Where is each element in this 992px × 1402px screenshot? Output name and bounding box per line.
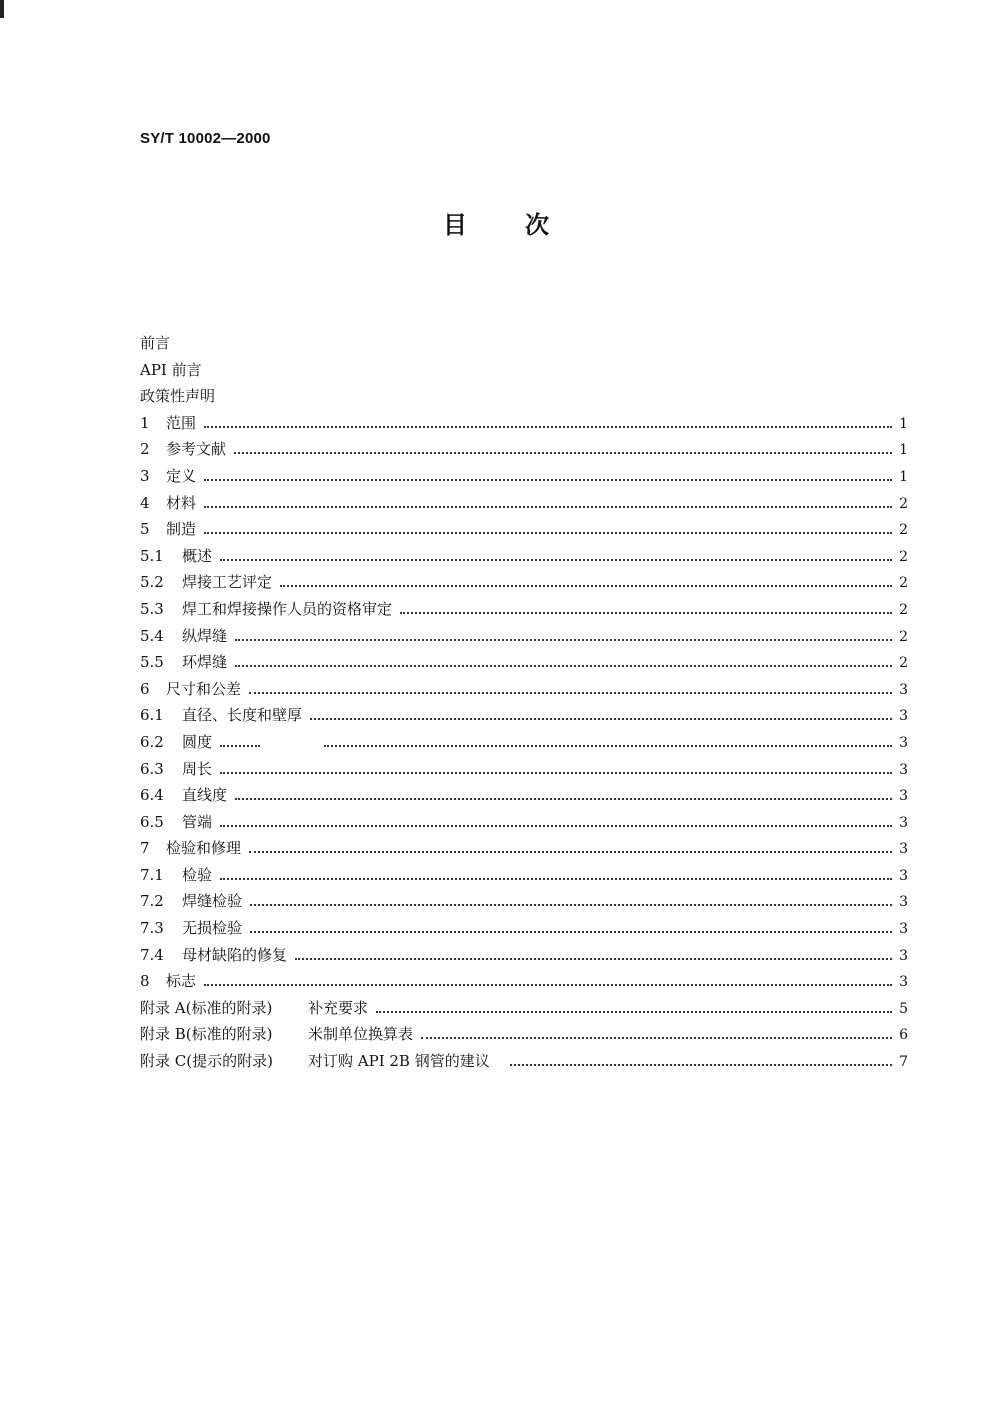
toc-entry[interactable]: [140, 756, 908, 783]
toc-entry[interactable]: [140, 835, 908, 862]
toc-entry-number: 6.5: [140, 812, 164, 831]
toc-entry[interactable]: [140, 649, 908, 676]
toc-entry-label: 尺寸和公差: [166, 679, 242, 698]
toc-entry[interactable]: [140, 490, 908, 517]
leader-dots: [204, 505, 892, 508]
leader-dots: [204, 531, 892, 534]
toc-entry-number: 附录 A(标准的附录): [140, 998, 273, 1017]
toc-entry-number: 2: [140, 440, 150, 459]
leader-dots: [220, 771, 892, 774]
toc-entry[interactable]: [140, 543, 908, 570]
toc-entry-label: 对订购 API 2B 钢管的建议: [308, 1052, 490, 1071]
toc-entry-label: 概述: [182, 546, 213, 565]
toc-entry[interactable]: [140, 888, 908, 915]
toc-entry[interactable]: [140, 702, 908, 729]
toc-entry-label: 制造: [166, 520, 197, 539]
document-code: SY/T 10002—2000: [140, 130, 271, 147]
toc-entry[interactable]: [140, 623, 908, 650]
toc-entry-label: 直线度: [182, 786, 228, 805]
leader-dots: [220, 558, 892, 561]
leader-dots: [220, 824, 892, 827]
toc-entry[interactable]: [140, 862, 908, 889]
toc-entry[interactable]: [140, 596, 908, 623]
toc-entry-number: 6.1: [140, 706, 164, 725]
toc-entry-label: 参考文献: [166, 440, 227, 459]
toc-entry-number: 7: [140, 839, 150, 858]
toc-entry-label: 焊接工艺评定: [182, 573, 273, 592]
leader-dots: [250, 930, 892, 933]
toc-entry[interactable]: [140, 968, 908, 995]
toc-entry-number: 8: [140, 972, 150, 991]
toc-entry-number: 7.3: [140, 919, 164, 938]
toc-front-item[interactable]: 前言: [140, 334, 171, 352]
leader-dots: [249, 850, 892, 853]
toc-entry-page: 7: [899, 1054, 908, 1071]
toc-appendix-entry[interactable]: [140, 995, 908, 1022]
toc-entry-number: 附录 B(标准的附录): [140, 1025, 273, 1044]
toc-entry-number: 3: [140, 466, 150, 485]
toc-entry-label: 圆度: [182, 732, 213, 751]
toc-title: [0, 205, 992, 240]
leader-dots: [204, 983, 892, 986]
toc-entry-number: 7.1: [140, 865, 164, 884]
toc-entry-number: 5.5: [140, 653, 164, 672]
toc-entry-label: 材料: [166, 493, 197, 512]
toc-entry[interactable]: [140, 436, 908, 463]
toc-entry-label: 焊工和焊接操作人员的资格审定: [182, 599, 393, 618]
toc-entry-label: 纵焊缝: [182, 626, 228, 645]
toc-entry-number: 5.1: [140, 546, 164, 565]
toc-entry-page: 3: [899, 681, 908, 698]
toc-entry-number: 6.3: [140, 759, 164, 778]
toc-entry[interactable]: [140, 410, 908, 437]
toc-entry[interactable]: [140, 569, 908, 596]
toc-entry-page: 2: [899, 522, 908, 539]
toc-entry[interactable]: [140, 942, 908, 969]
leader-dots: [324, 744, 892, 747]
toc-entry-number: 5.2: [140, 573, 164, 592]
toc-entry-page: 1: [899, 468, 908, 485]
toc-entry-page: 5: [899, 1000, 908, 1017]
toc-entry[interactable]: [140, 516, 908, 543]
toc-entry-label: 焊缝检验: [182, 892, 243, 911]
leader-dots: [204, 478, 892, 481]
toc-entry-number: 6: [140, 679, 150, 698]
toc-entry-page: 3: [899, 788, 908, 805]
toc-entry-page: 3: [899, 921, 908, 938]
toc-front-item[interactable]: 政策性声明: [140, 387, 216, 406]
toc-entry-number: 6.2: [140, 732, 164, 751]
table-of-contents: [140, 330, 908, 1075]
toc-entry[interactable]: [140, 915, 908, 942]
toc-entry-label: 范围: [166, 413, 197, 432]
toc-entry-number: 7.2: [140, 892, 164, 911]
toc-entry-label: 标志: [166, 972, 197, 991]
toc-entry-page: 3: [899, 814, 908, 831]
toc-entry-label: 米制单位换算表: [308, 1025, 414, 1044]
toc-appendix-entry[interactable]: [140, 1048, 908, 1075]
leader-dots: [250, 903, 892, 906]
toc-entry-page: 3: [899, 974, 908, 991]
leader-dots: [510, 1063, 892, 1066]
toc-entry-page: 3: [899, 867, 908, 884]
leader-dots: [280, 584, 892, 587]
toc-appendix-entry[interactable]: [140, 1021, 908, 1048]
toc-entry-page: 2: [899, 655, 908, 672]
toc-entry-label: 无损检验: [182, 919, 243, 938]
toc-entry-number: 6.4: [140, 786, 164, 805]
toc-entry[interactable]: [140, 676, 908, 703]
toc-entry-page: 2: [899, 601, 908, 618]
leader-dots: [234, 451, 892, 454]
toc-entry-page: 3: [899, 947, 908, 964]
leader-dots: [220, 744, 260, 747]
toc-entry-page: 3: [899, 734, 908, 751]
toc-entry-label: 检验和修理: [166, 839, 242, 858]
toc-entry-number: 5.3: [140, 599, 164, 618]
leader-dots: [235, 664, 892, 667]
toc-entry-label: 环焊缝: [182, 653, 228, 672]
leader-dots: [376, 1010, 892, 1013]
toc-entry-page: 1: [899, 442, 908, 459]
toc-entry-label: 定义: [166, 466, 197, 485]
toc-entry-label: 管端: [182, 812, 213, 831]
toc-entry-label: 补充要求: [308, 998, 369, 1017]
toc-entry[interactable]: [140, 463, 908, 490]
scan-mark: [0, 0, 4, 18]
toc-entry[interactable]: [140, 782, 908, 809]
toc-entry-label: 母材缺陷的修复: [182, 945, 288, 964]
toc-entry-number: 4: [140, 493, 150, 512]
toc-entry-page: 3: [899, 841, 908, 858]
leader-dots: [235, 797, 892, 800]
toc-entry-number: 1: [140, 413, 150, 432]
toc-entry[interactable]: [140, 729, 908, 756]
leader-dots: [400, 611, 892, 614]
toc-entry-number: 附录 C(提示的附录): [140, 1052, 273, 1071]
toc-entry-page: 6: [899, 1027, 908, 1044]
toc-entry-label: 周长: [182, 759, 213, 778]
toc-entry-page: 3: [899, 761, 908, 778]
toc-entry-page: 2: [899, 495, 908, 512]
toc-entry-page: 2: [899, 628, 908, 645]
toc-entry-page: 3: [899, 708, 908, 725]
toc-entry-page: 2: [899, 548, 908, 565]
toc-title-part1: 目: [443, 211, 467, 239]
toc-entry-label: 检验: [182, 865, 213, 884]
toc-entry[interactable]: [140, 809, 908, 836]
toc-entry-label: 直径、长度和壁厚: [182, 706, 303, 725]
leader-dots: [204, 425, 892, 428]
leader-dots: [249, 691, 892, 694]
toc-entry-page: 2: [899, 575, 908, 592]
toc-entry-page: 3: [899, 894, 908, 911]
leader-dots: [295, 957, 892, 960]
toc-front-item[interactable]: API 前言: [140, 360, 202, 379]
leader-dots: [421, 1036, 892, 1039]
leader-dots: [220, 877, 892, 880]
toc-entry-number: 5: [140, 520, 150, 539]
toc-entry-page: 1: [899, 415, 908, 432]
toc-entry-number: 7.4: [140, 945, 164, 964]
toc-entry-number: 5.4: [140, 626, 164, 645]
leader-dots: [235, 638, 892, 641]
toc-title-part2: 次: [525, 211, 549, 239]
leader-dots: [310, 717, 892, 720]
